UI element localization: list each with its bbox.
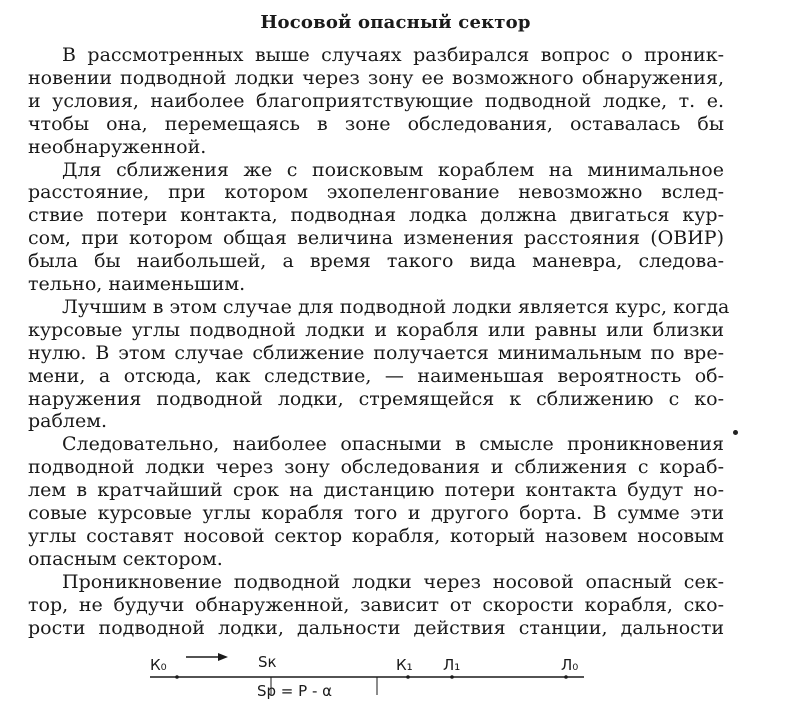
text-line: ствие потери контакта, подводная лодка должна двигаться кур- bbox=[28, 204, 724, 226]
section-title: Носовой опасный сектор bbox=[260, 12, 531, 33]
text-line: чтобы она, перемещаясь в зоне обследования, оставалась бы bbox=[28, 113, 724, 135]
text-line: лем в кратчайший срок на дистанцию потери контакта будут но- bbox=[28, 479, 724, 501]
text-line: В рассмотренных выше случаях разбирался вопрос о проник- bbox=[62, 44, 724, 66]
label-k0: К₀ bbox=[150, 656, 167, 674]
point-k1 bbox=[406, 675, 410, 679]
figure-diagram bbox=[0, 640, 791, 702]
text-line: тор, не будучи обнаруженной, зависит от скорости корабля, ско- bbox=[28, 594, 724, 616]
label-k1: К₁ bbox=[396, 656, 413, 674]
point-l0 bbox=[564, 675, 568, 679]
text-line: Лучшим в этом случае для подводной лодки является курс, когда bbox=[62, 296, 730, 318]
text-line: подводной лодки через зону обследования и сближения с кораб- bbox=[28, 456, 724, 478]
text-line: рости подводной лодки, дальности действия станции, дальности bbox=[28, 617, 724, 639]
text-line: необнаруженной. bbox=[28, 136, 207, 158]
text-line: углы составят носовой сектор корабля, который назовем носовым bbox=[28, 525, 724, 547]
point-l1 bbox=[450, 675, 454, 679]
text-line: сом, при котором общая величина изменения расстояния (ОВИР) bbox=[28, 227, 724, 249]
label-sp-formula: Sр = Р - α bbox=[257, 682, 333, 700]
text-line: новении подводной лодки через зону ее возможного обнаружения, bbox=[28, 67, 724, 89]
text-line: была бы наибольшей, а время такого вида маневра, следова- bbox=[28, 250, 724, 272]
arrow-head bbox=[218, 653, 228, 661]
text-line: опасным сектором. bbox=[28, 548, 223, 570]
text-line: раблем. bbox=[28, 410, 108, 432]
label-sk: Sк bbox=[258, 653, 277, 671]
text-line: совые курсовые углы корабля того и другого борта. В сумме эти bbox=[28, 502, 724, 524]
text-line: Следовательно, наиболее опасными в смысле проникновения bbox=[62, 433, 724, 455]
point-k0 bbox=[175, 675, 179, 679]
text-line: курсовые углы подводной лодки и корабля или равны или близки bbox=[28, 319, 724, 341]
text-line: и условия, наиболее благоприятствующие подводной лодке, т. е. bbox=[28, 90, 724, 112]
margin-dot bbox=[733, 430, 738, 435]
text-line: тельно, наименьшим. bbox=[28, 273, 246, 295]
label-l1: Л₁ bbox=[443, 656, 461, 674]
label-l0: Л₀ bbox=[561, 656, 579, 674]
text-line: наружения подводной лодки, стремящейся к сближению с ко- bbox=[28, 388, 724, 410]
text-line: Для сближения же с поисковым кораблем на минимальное bbox=[62, 159, 724, 181]
text-line: нулю. В этом случае сближение получается минимальным по вре- bbox=[28, 342, 724, 364]
text-line: Проникновение подводной лодки через носовой опасный сек- bbox=[62, 571, 724, 593]
text-line: мени, а отсюда, как следствие, — наименьшая вероятность об- bbox=[28, 365, 724, 387]
text-line: расстояние, при котором эхопеленгование невозможно вслед- bbox=[28, 181, 724, 203]
